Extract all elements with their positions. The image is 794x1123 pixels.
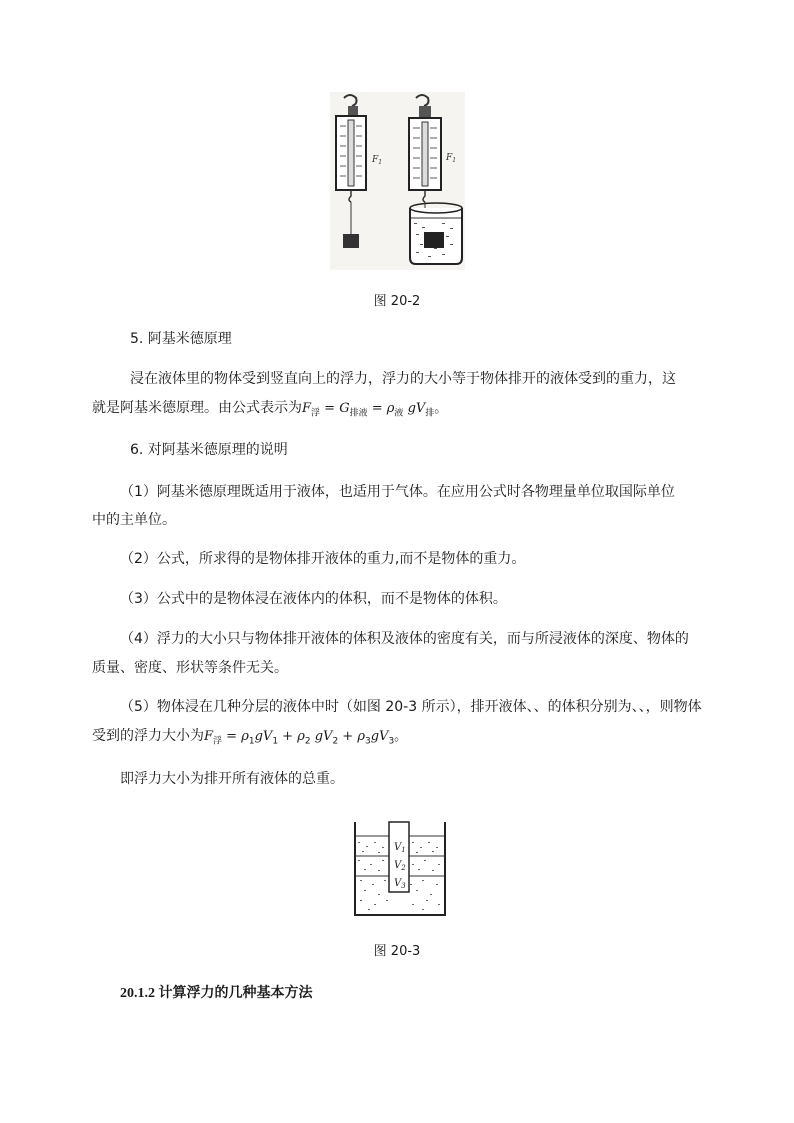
section-5-line-2 — [92, 394, 447, 428]
item-2: （2）公式，所求得的是物体排开液体的重力,而不是物体的重力。 — [120, 551, 526, 567]
section-20-1-2-title: 20.1.2 计算浮力的几种基本方法 — [120, 986, 313, 1001]
formula-archimedes: $F_浮 = G_{排液} = \rho_液$ $gV_排$。 — [302, 401, 448, 419]
item-1-line-1: （1）阿基米德原理既适用于液体，也适用于气体。在应用公式时各物理量单位取国际单位 — [120, 484, 675, 500]
label-v1: $V_1$ — [394, 842, 406, 854]
section-6-heading: 6. 对阿基米德原理的说明 — [130, 442, 288, 458]
item-5-line-2 — [92, 722, 407, 756]
item-4-line-1: （4）浮力的大小只与物体排开液体的体积及液体的密度有关，而与所浸液体的深度、物体的 — [120, 631, 689, 647]
label-v2: $V_2$ — [394, 860, 406, 872]
section-5-heading: 5. 阿基米德原理 — [130, 331, 232, 347]
item-1-line-2: 中的主单位。 — [92, 512, 176, 528]
figure-20-3-caption: 图 20-3 — [373, 944, 421, 959]
figure-label-right: $F_1$ — [446, 153, 457, 164]
summary-text: 即浮力大小为排开所有液体的总重。 — [120, 771, 344, 787]
label-v3: $V_3$ — [394, 878, 406, 890]
item-4-line-2: 质量、密度、形状等条件无关。 — [92, 660, 288, 676]
item-5-line-1: （5）物体浸在几种分层的液体中时（如图 20-3 所示），排开液体、、的体积分别为、、，则物体 — [120, 699, 702, 715]
section-5-line-2-text: 就是阿基米德原理。由公式表示为 — [92, 400, 302, 416]
figure-20-3 — [352, 820, 448, 918]
figure-20-2-caption: 图 20-2 — [373, 294, 421, 309]
formula-layered-buoyancy: $F_浮 = \rho_1gV_1 + \rho_2$ $gV_2 + \rho_3gV_3$。 — [204, 729, 408, 747]
figure-label-left: $F_1$ — [372, 155, 383, 166]
figure-20-2 — [330, 92, 465, 270]
item-5-line-2-text: 受到的浮力大小为 — [92, 728, 204, 744]
item-3: （3）公式中的是物体浸在液体内的体积，而不是物体的体积。 — [120, 591, 507, 607]
section-5-line-1: 浸在液体里的物体受到竖直向上的浮力，浮力的大小等于物体排开的液体受到的重力，这 — [130, 371, 676, 387]
